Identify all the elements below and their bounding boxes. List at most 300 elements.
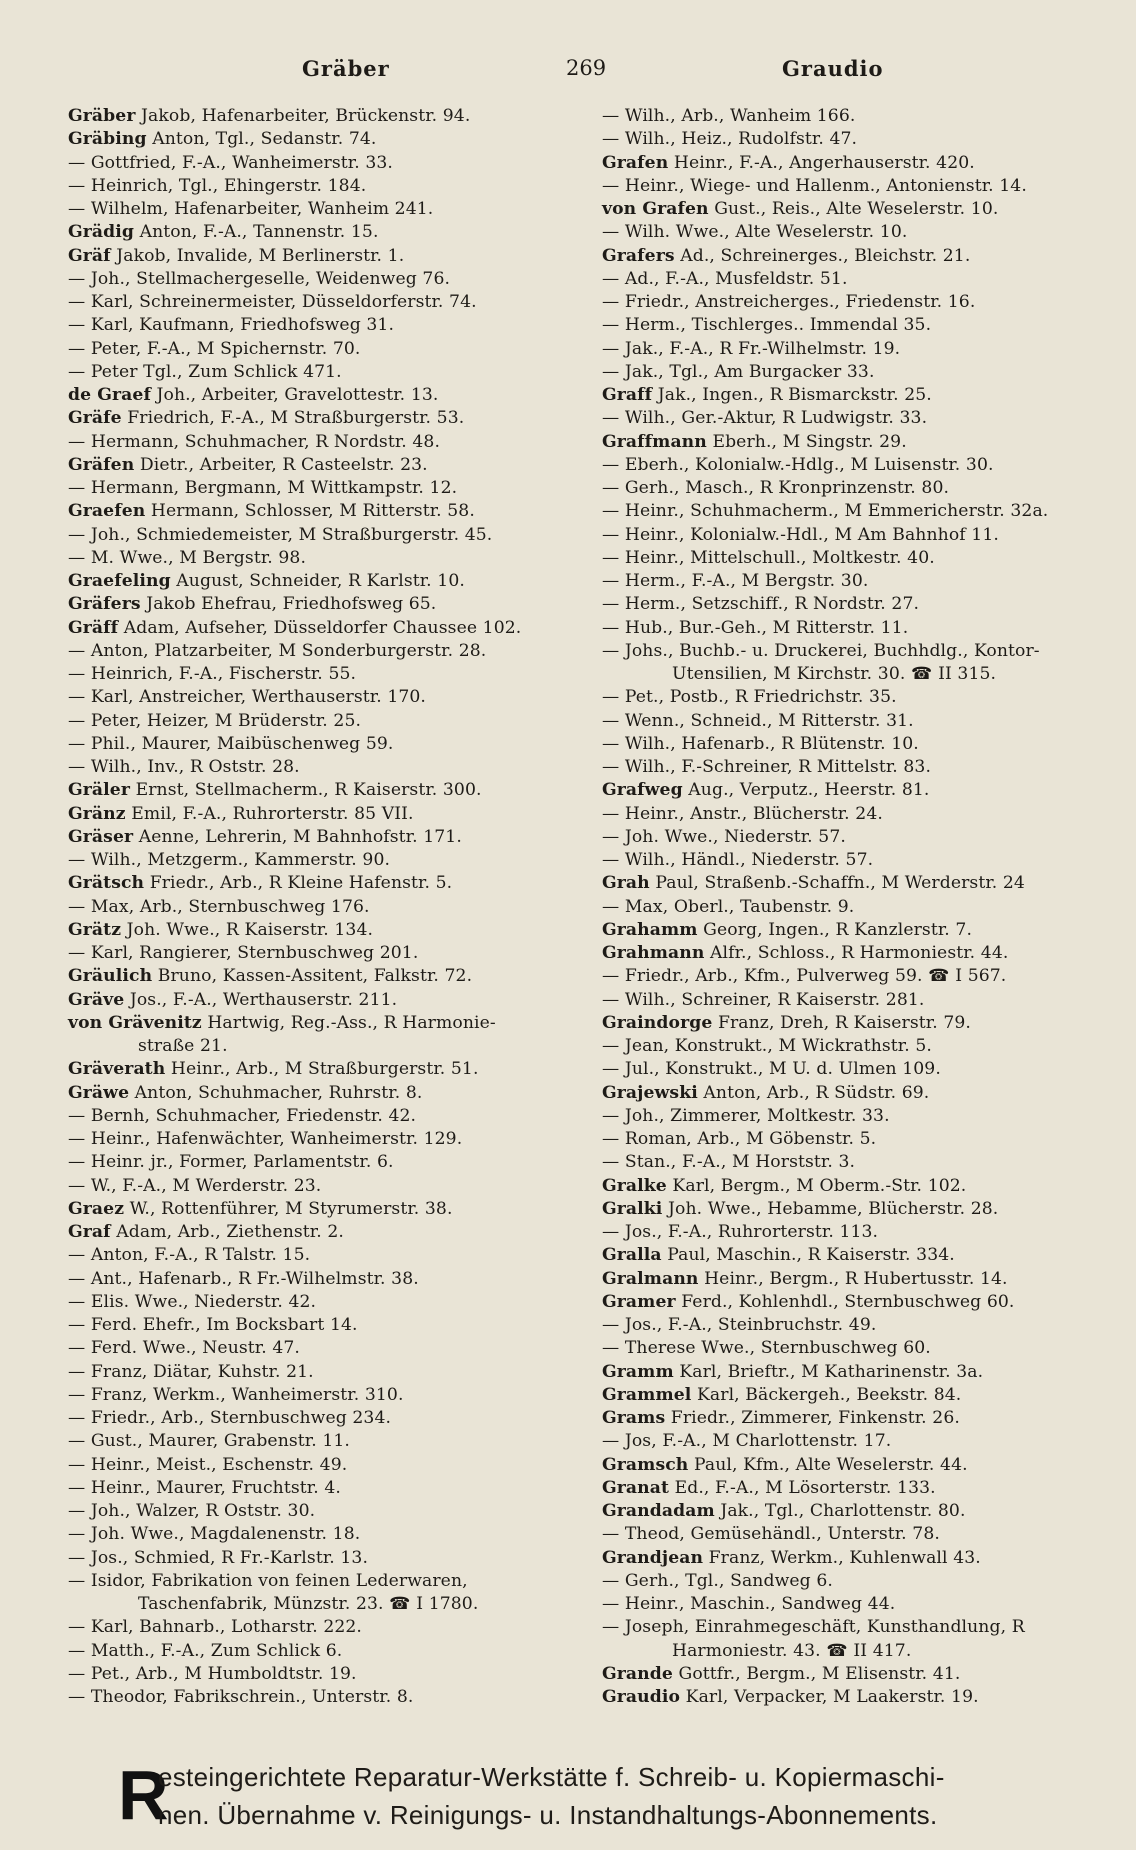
entry-details: — Wilh., F.-Schreiner, R Mittelstr. 83. — [602, 757, 932, 777]
entry-details: — Wilh., Inv., R Oststr. 28. — [68, 757, 300, 777]
entry-details: straße 21. — [138, 1036, 228, 1056]
directory-entry — [602, 1244, 1134, 1267]
entry-surname: Gräve — [68, 989, 125, 1010]
directory-entry — [602, 1012, 1134, 1035]
advertisement — [118, 1758, 1058, 1836]
entry-surname: Grafers — [602, 245, 675, 266]
entry-surname: Graffmann — [602, 431, 707, 452]
entry-surname: Graez — [68, 1198, 125, 1219]
entry-details: — Heinr., Hafenwächter, Wanheimerstr. 129. — [68, 1129, 463, 1149]
entry-details: Karl, Bäckergeh., Beekstr. 84. — [691, 1384, 962, 1405]
entry-details: — Matth., F.-A., Zum Schlick 6. — [68, 1640, 343, 1661]
directory-entry — [68, 989, 588, 1012]
entry-details: — Jak., Tgl., Am Burgacker 33. — [602, 361, 875, 382]
entry-details: Karl, Bergm., M Oberm.-Str. 102. — [666, 1175, 967, 1196]
entry-details: — Gust., Maurer, Grabenstr. 11. — [68, 1431, 350, 1452]
directory-entry — [602, 1361, 1134, 1384]
directory-entry — [68, 384, 588, 407]
directory-entry — [68, 617, 588, 640]
entry-details: — Heinr., Schuhmacherm., M Emmericherstr. 32a. — [602, 501, 1049, 522]
entry-details: — Jak., F.-A., R Fr.-Wilhelmstr. 19. — [602, 338, 901, 359]
entry-details: — Theod, Gemüsehändl., Unterstr. 78. — [602, 1524, 940, 1545]
directory-entry — [602, 1570, 1134, 1593]
entry-details: Franz, Dreh, R Kaiserstr. 79. — [712, 1012, 971, 1033]
entry-details: — Friedr., Arb., Sternbuschweg 234. — [68, 1408, 392, 1428]
entry-details: — Theodor, Fabrikschrein., Unterstr. 8. — [68, 1687, 414, 1707]
entry-details: Joh., Arbeiter, Gravelottestr. 13. — [150, 385, 439, 405]
directory-entry — [68, 454, 588, 477]
directory-entry — [602, 826, 1134, 849]
entry-details: — W., F.-A., M Werderstr. 23. — [68, 1175, 322, 1196]
entry-details: — Karl, Kaufmann, Friedhofsweg 31. — [68, 315, 395, 336]
entry-details: — Karl, Rangierer, Sternbuschweg 201. — [68, 943, 419, 963]
directory-entry — [68, 640, 588, 663]
directory-entry — [602, 1407, 1134, 1430]
directory-entry — [602, 431, 1134, 454]
directory-entry — [68, 1221, 588, 1244]
entry-surname: von Grävenitz — [68, 1012, 202, 1033]
entry-surname: Gräler — [68, 780, 130, 801]
entry-surname: Graefeling — [68, 571, 171, 591]
entry-details: — Therese Wwe., Sternbuschweg 60. — [602, 1338, 931, 1359]
directory-entry — [68, 524, 588, 547]
entry-details: — Herm., F.-A., M Bergstr. 30. — [602, 571, 869, 591]
entry-details: Gust., Reis., Alte Weselerstr. 10. — [708, 199, 999, 219]
entry-details: — Heinr. jr., Former, Parlamentstr. 6. — [68, 1152, 394, 1173]
directory-entry — [602, 105, 1134, 128]
entry-details: Georg, Ingen., R Kanzlerstr. 7. — [697, 919, 973, 940]
directory-entry — [68, 1616, 588, 1639]
entry-details: Paul, Straßenb.-Schaffn., M Werderstr. 24 — [649, 873, 1025, 894]
page-header — [0, 56, 1136, 90]
directory-entry — [602, 1454, 1134, 1477]
directory-entry — [68, 1384, 588, 1407]
directory-entry — [68, 1686, 588, 1709]
directory-entry — [68, 268, 588, 291]
directory-entry — [602, 1268, 1134, 1291]
entry-details: — Peter, F.-A., M Spichernstr. 70. — [68, 338, 361, 359]
entry-details: Anton, Arb., R Südstr. 69. — [697, 1082, 930, 1103]
entry-surname: Graefen — [68, 501, 146, 522]
directory-entry — [602, 128, 1134, 151]
header-right-keyword: Graudio — [782, 56, 884, 81]
entry-details: — Anton, F.-A., R Talstr. 15. — [68, 1245, 311, 1266]
entry-continuation — [68, 1593, 588, 1616]
entry-continuation — [68, 1035, 588, 1058]
entry-details: Aenne, Lehrerin, M Bahnhofstr. 171. — [133, 826, 462, 847]
directory-entry — [68, 1082, 588, 1105]
entry-details: Harmoniestr. 43. ☎ II 417. — [672, 1640, 912, 1661]
entry-details: — M. Wwe., M Bergstr. 98. — [68, 547, 307, 568]
entry-details: — Gerh., Masch., R Kronprinzenstr. 80. — [602, 478, 950, 498]
entry-details: — Gottfried, F.-A., Wanheimerstr. 33. — [68, 152, 393, 173]
entry-details: — Jos., F.-A., Steinbruchstr. 49. — [602, 1315, 877, 1335]
directory-entry — [602, 849, 1134, 872]
entry-surname: Grajewski — [602, 1082, 698, 1103]
directory-entry — [68, 686, 588, 709]
directory-entry — [68, 314, 588, 337]
entry-surname: Gräff — [68, 617, 119, 638]
entry-surname: von Grafen — [602, 199, 709, 219]
entry-details: — Heinrich, F.-A., Fischerstr. 55. — [68, 664, 357, 684]
entry-surname: Graindorge — [602, 1012, 713, 1033]
entry-details: Utensilien, M Kirchstr. 30. ☎ II 315. — [672, 664, 997, 684]
directory-entry — [602, 1198, 1134, 1221]
directory-entry — [68, 803, 588, 826]
directory-entry — [602, 896, 1134, 919]
directory-entry — [602, 454, 1134, 477]
directory-entry — [602, 989, 1134, 1012]
directory-entry — [602, 1291, 1134, 1314]
entry-details: — Wilh., Heiz., Rudolfstr. 47. — [602, 129, 858, 150]
directory-entry — [68, 547, 588, 570]
entry-details: — Karl, Anstreicher, Werthauserstr. 170. — [68, 687, 426, 708]
entry-details: Alfr., Schloss., R Harmoniestr. 44. — [704, 943, 1009, 963]
directory-entry — [68, 1244, 588, 1267]
entry-surname: Gräfen — [68, 454, 135, 475]
entry-details: — Jean, Konstrukt., M Wickrathstr. 5. — [602, 1036, 932, 1056]
entry-surname: Gräber — [68, 106, 136, 126]
entry-details: Joh. Wwe., Hebamme, Blücherstr. 28. — [662, 1198, 999, 1219]
entry-details: — Wilh., Ger.-Aktur, R Ludwigstr. 33. — [602, 408, 928, 429]
entry-details: — Heinrich, Tgl., Ehingerstr. 184. — [68, 175, 367, 196]
entry-surname: Grätz — [68, 919, 122, 940]
directory-entry — [602, 291, 1134, 314]
directory-entry — [602, 198, 1134, 221]
left-column — [68, 105, 588, 1709]
entry-details: — Wilh., Metzgerm., Kammerstr. 90. — [68, 850, 391, 870]
entry-details: Aug., Verputz., Heerstr. 81. — [682, 780, 930, 801]
directory-entry — [68, 1454, 588, 1477]
directory-entry — [68, 338, 588, 361]
directory-entry — [602, 617, 1134, 640]
entry-details: — Isidor, Fabrikation von feinen Lederwaren, — [68, 1570, 468, 1591]
entry-details: — Gerh., Tgl., Sandweg 6. — [602, 1570, 833, 1591]
directory-entry — [68, 500, 588, 523]
entry-details: — Herm., Tischlerges.. Immendal 35. — [602, 315, 932, 336]
directory-entry — [68, 245, 588, 268]
entry-details: — Joh., Walzer, R Oststr. 30. — [68, 1501, 316, 1521]
directory-entry — [68, 1640, 588, 1663]
entry-details: Friedr., Zimmerer, Finkenstr. 26. — [665, 1408, 960, 1428]
directory-entry — [602, 1058, 1134, 1081]
entry-surname: Gralmann — [602, 1268, 699, 1289]
directory-entry — [68, 779, 588, 802]
entry-details: — Pet., Postb., R Friedrichstr. 35. — [602, 687, 897, 708]
entry-details: — Joh., Zimmerer, Moltkestr. 33. — [602, 1105, 890, 1126]
directory-entry — [602, 175, 1134, 198]
entry-details: Jak., Tgl., Charlottenstr. 80. — [714, 1501, 966, 1521]
directory-entry — [602, 756, 1134, 779]
entry-details: Eberh., M Singstr. 29. — [706, 431, 907, 452]
directory-entry — [68, 431, 588, 454]
entry-details: — Peter Tgl., Zum Schlick 471. — [68, 361, 342, 382]
directory-entry — [68, 361, 588, 384]
ad-line-2: nen. Übernahme v. Reinigungs- u. Instandhaltungs-Abonnements. — [158, 1800, 938, 1830]
entry-details: Gottfr., Bergm., M Elisenstr. 41. — [672, 1663, 961, 1684]
entry-details: Heinr., Arb., M Straßburgerstr. 51. — [165, 1059, 479, 1080]
directory-entry — [68, 1268, 588, 1291]
directory-entry — [68, 733, 588, 756]
entry-surname: Gralke — [602, 1175, 667, 1196]
directory-entry — [602, 1221, 1134, 1244]
entry-surname: Grahamm — [602, 919, 698, 940]
entry-details: — Heinr., Meist., Eschenstr. 49. — [68, 1454, 348, 1475]
entry-details: — Ferd. Ehefr., Im Bocksbart 14. — [68, 1315, 358, 1335]
entry-details: — Wilh., Händl., Niederstr. 57. — [602, 850, 874, 870]
directory-entry — [602, 1686, 1134, 1709]
entry-surname: Gralki — [602, 1198, 663, 1219]
directory-entry — [68, 1314, 588, 1337]
entry-surname: Graudio — [602, 1687, 681, 1707]
directory-entry — [602, 1477, 1134, 1500]
entry-details: — Ad., F.-A., Musfeldstr. 51. — [602, 268, 848, 289]
entry-details: Adam, Arb., Ziethenstr. 2. — [110, 1222, 344, 1242]
directory-entry — [68, 152, 588, 175]
entry-details: — Wilh. Wwe., Alte Weselerstr. 10. — [602, 222, 908, 243]
directory-entry — [68, 198, 588, 221]
entry-details: — Friedr., Arb., Kfm., Pulverweg 59. ☎ I 567. — [602, 966, 1007, 987]
entry-surname: Granat — [602, 1477, 670, 1498]
entry-details: Ad., Schreinerges., Bleichstr. 21. — [674, 245, 971, 266]
directory-entry — [602, 803, 1134, 826]
directory-entry — [602, 1384, 1134, 1407]
directory-entry — [602, 1105, 1134, 1128]
directory-entry — [68, 1547, 588, 1570]
directory-entry — [68, 1337, 588, 1360]
entry-details: — Bernh, Schuhmacher, Friedenstr. 42. — [68, 1105, 417, 1126]
entry-details: — Friedr., Anstreicherges., Friedenstr. 16. — [602, 292, 976, 312]
directory-entry — [602, 361, 1134, 384]
directory-entry — [68, 1570, 588, 1593]
directory-entry — [602, 1663, 1134, 1686]
entry-details: — Joh., Stellmachergeselle, Weidenweg 76. — [68, 268, 451, 289]
ad-line-1: esteingerichtete Reparatur-Werkstätte f. Schreib- u. Kopiermaschi- — [158, 1762, 945, 1792]
directory-entry — [602, 407, 1134, 430]
directory-entry — [68, 1291, 588, 1314]
entry-details: — Pet., Arb., M Humboldtstr. 19. — [68, 1663, 357, 1684]
entry-details: Dietr., Arbeiter, R Casteelstr. 23. — [134, 454, 428, 475]
entry-details: — Heinr., Maschin., Sandweg 44. — [602, 1594, 896, 1614]
directory-entry — [602, 500, 1134, 523]
directory-entry — [602, 686, 1134, 709]
entry-details: Emil, F.-A., Ruhrorterstr. 85 VII. — [125, 803, 414, 824]
entry-details: — Wilh., Arb., Wanheim 166. — [602, 106, 856, 126]
entry-details: — Wilhelm, Hafenarbeiter, Wanheim 241. — [68, 199, 434, 219]
entry-details: — Peter, Heizer, M Brüderstr. 25. — [68, 710, 362, 731]
ad-initial: R — [118, 1756, 169, 1834]
directory-entry — [68, 1105, 588, 1128]
entry-details: Jos., F.-A., Werthauserstr. 211. — [124, 989, 398, 1010]
entry-details: — Karl, Schreinermeister, Düsseldorferstr. 74. — [68, 292, 477, 312]
directory-entry — [602, 570, 1134, 593]
directory-entry — [68, 477, 588, 500]
directory-entry — [602, 1082, 1134, 1105]
entry-details: — Johs., Buchb.- u. Druckerei, Buchhdlg., Kontor- — [602, 640, 1040, 661]
directory-entry — [602, 1593, 1134, 1616]
entry-details: August, Schneider, R Karlstr. 10. — [170, 571, 465, 591]
directory-entry — [68, 570, 588, 593]
directory-entry — [68, 1198, 588, 1221]
entry-details: — Herm., Setzschiff., R Nordstr. 27. — [602, 594, 920, 615]
entry-details: — Max, Oberl., Taubenstr. 9. — [602, 896, 855, 917]
directory-entry — [68, 849, 588, 872]
directory-entry — [602, 1128, 1134, 1151]
entry-details: — Joh., Schmiedemeister, M Straßburgerstr. 45. — [68, 524, 493, 545]
directory-entry — [602, 733, 1134, 756]
entry-surname: Grah — [602, 873, 650, 894]
directory-entry — [68, 291, 588, 314]
entry-details: — Jul., Konstrukt., M U. d. Ulmen 109. — [602, 1059, 941, 1080]
directory-entry — [602, 1035, 1134, 1058]
header-left-keyword: Gräber — [302, 56, 390, 81]
entry-details: — Jos., F.-A., Ruhrorterstr. 113. — [602, 1222, 879, 1242]
entry-details: Jakob Ehefrau, Friedhofsweg 65. — [140, 594, 437, 615]
directory-entry — [602, 268, 1134, 291]
directory-entry — [602, 384, 1134, 407]
entry-details: — Joseph, Einrahmegeschäft, Kunsthandlung, R — [602, 1617, 1025, 1638]
entry-surname: Gralla — [602, 1245, 662, 1266]
directory-entry — [68, 942, 588, 965]
entry-details: — Heinr., Wiege- und Hallenm., Antonienstr. 14. — [602, 175, 1027, 196]
entry-surname: Gräverath — [68, 1059, 166, 1080]
entry-details: — Eberh., Kolonialw.-Hdlg., M Luisenstr. 30. — [602, 454, 994, 475]
entry-details: — Anton, Platzarbeiter, M Sonderburgerstr. 28. — [68, 640, 487, 661]
entry-surname: Gramsch — [602, 1454, 689, 1475]
directory-entry — [602, 710, 1134, 733]
directory-entry — [602, 477, 1134, 500]
directory-entry — [68, 1430, 588, 1453]
directory-entry — [68, 826, 588, 849]
directory-entry — [68, 1523, 588, 1546]
page-number: 269 — [566, 56, 607, 80]
entry-surname: Grafen — [602, 152, 669, 173]
entry-surname: Gränz — [68, 803, 126, 824]
entry-surname: Grätsch — [68, 873, 145, 894]
entry-details: — Joh. Wwe., Magdalenenstr. 18. — [68, 1524, 361, 1545]
directory-entry — [68, 1477, 588, 1500]
directory-entry — [602, 245, 1134, 268]
entry-details: Jak., Ingen., R Bismarckstr. 25. — [652, 385, 932, 405]
entry-surname: Gräwe — [68, 1082, 130, 1103]
directory-entry — [68, 1128, 588, 1151]
entry-details: — Karl, Bahnarb., Lotharstr. 222. — [68, 1617, 363, 1638]
entry-surname: Gramm — [602, 1361, 674, 1382]
entry-surname: Gräser — [68, 826, 134, 847]
directory-entry — [602, 338, 1134, 361]
directory-entry — [68, 1058, 588, 1081]
directory-entry — [68, 896, 588, 919]
directory-entry — [68, 1361, 588, 1384]
entry-details: — Max, Arb., Sternbuschweg 176. — [68, 896, 370, 917]
entry-details: Ed., F.-A., M Lösorterstr. 133. — [669, 1477, 936, 1498]
entry-surname: Grahmann — [602, 943, 705, 963]
entry-details: Paul, Maschin., R Kaiserstr. 334. — [661, 1245, 955, 1266]
entry-details: Anton, Tgl., Sedanstr. 74. — [146, 129, 377, 150]
entry-details: — Joh. Wwe., Niederstr. 57. — [602, 826, 846, 847]
directory-entry — [68, 407, 588, 430]
entry-details: — Ant., Hafenarb., R Fr.-Wilhelmstr. 38. — [68, 1268, 419, 1289]
directory-entry — [602, 1430, 1134, 1453]
entry-details: — Franz, Werkm., Wanheimerstr. 310. — [68, 1384, 404, 1405]
entry-details: Jakob, Hafenarbeiter, Brückenstr. 94. — [135, 106, 471, 126]
entry-details: W., Rottenführer, M Styrumerstr. 38. — [124, 1198, 453, 1219]
directory-entry — [602, 965, 1134, 988]
entry-details: — Franz, Diätar, Kuhstr. 21. — [68, 1361, 314, 1382]
entry-details: — Hub., Bur.-Geh., M Ritterstr. 11. — [602, 617, 909, 638]
entry-details: Ernst, Stellmacherm., R Kaiserstr. 300. — [130, 780, 482, 801]
directory-entry — [68, 1175, 588, 1198]
entry-surname: Graff — [602, 385, 653, 405]
entry-surname: Grafweg — [602, 780, 683, 801]
directory-entry — [602, 640, 1134, 663]
directory-entry — [68, 663, 588, 686]
entry-details: — Stan., F.-A., M Horststr. 3. — [602, 1152, 856, 1173]
entry-details: Heinr., F.-A., Angerhauserstr. 420. — [668, 152, 975, 173]
entry-surname: Grammel — [602, 1384, 692, 1405]
entry-details: Bruno, Kassen-Assitent, Falkstr. 72. — [152, 966, 473, 987]
entry-details: Karl, Brieftr., M Katharinenstr. 3a. — [673, 1361, 984, 1382]
directory-entry — [602, 872, 1134, 895]
directory-entry — [68, 175, 588, 198]
entry-details: Friedr., Arb., R Kleine Hafenstr. 5. — [144, 873, 453, 894]
entry-details: — Heinr., Anstr., Blücherstr. 24. — [602, 803, 883, 824]
entry-surname: Gräfers — [68, 594, 141, 615]
entry-details: Taschenfabrik, Münzstr. 23. ☎ I 1780. — [138, 1594, 479, 1614]
entry-details: — Ferd. Wwe., Neustr. 47. — [68, 1338, 300, 1359]
entry-details: Hartwig, Reg.-Ass., R Harmonie- — [201, 1012, 496, 1033]
directory-entry — [68, 128, 588, 151]
entry-continuation — [602, 663, 1134, 686]
entry-details: — Jos., Schmied, R Fr.-Karlstr. 13. — [68, 1547, 369, 1568]
directory-entry — [602, 1547, 1134, 1570]
entry-details: Anton, F.-A., Tannenstr. 15. — [134, 222, 379, 243]
directory-entry — [602, 942, 1134, 965]
entry-details: — Heinr., Mittelschull., Moltkestr. 40. — [602, 547, 935, 568]
entry-details: — Wenn., Schneid., M Ritterstr. 31. — [602, 710, 914, 731]
directory-entry — [602, 919, 1134, 942]
entry-surname: Graf — [68, 1222, 111, 1242]
entry-details: Hermann, Schlosser, M Ritterstr. 58. — [145, 501, 475, 522]
directory-entry — [68, 1012, 588, 1035]
entry-details: — Jos, F.-A., M Charlottenstr. 17. — [602, 1431, 892, 1452]
directory-entry — [602, 1151, 1134, 1174]
entry-details: Heinr., Bergm., R Hubertusstr. 14. — [698, 1268, 1008, 1289]
entry-surname: Grandjean — [602, 1547, 704, 1568]
right-column — [602, 105, 1134, 1709]
entry-details: — Elis. Wwe., Niederstr. 42. — [68, 1291, 317, 1312]
directory-entry — [68, 756, 588, 779]
entry-details: Anton, Schuhmacher, Ruhrstr. 8. — [129, 1082, 423, 1103]
directory-entry — [602, 1314, 1134, 1337]
entry-details: — Heinr., Kolonialw.-Hdl., M Am Bahnhof 11. — [602, 524, 999, 545]
entry-surname: Grams — [602, 1408, 666, 1428]
directory-entry — [68, 1500, 588, 1523]
directory-entry — [68, 872, 588, 895]
directory-entry — [68, 221, 588, 244]
entry-surname: de Graef — [68, 385, 151, 405]
directory-entry — [602, 1616, 1134, 1639]
entry-details: — Roman, Arb., M Göbenstr. 5. — [602, 1129, 877, 1149]
directory-entry — [68, 710, 588, 733]
directory-entry — [602, 1175, 1134, 1198]
entry-surname: Gramer — [602, 1291, 676, 1312]
directory-entry — [602, 152, 1134, 175]
directory-entry — [68, 593, 588, 616]
entry-details: Franz, Werkm., Kuhlenwall 43. — [703, 1547, 981, 1568]
directory-entry — [602, 1500, 1134, 1523]
entry-details: Ferd., Kohlenhdl., Sternbuschweg 60. — [675, 1291, 1015, 1312]
